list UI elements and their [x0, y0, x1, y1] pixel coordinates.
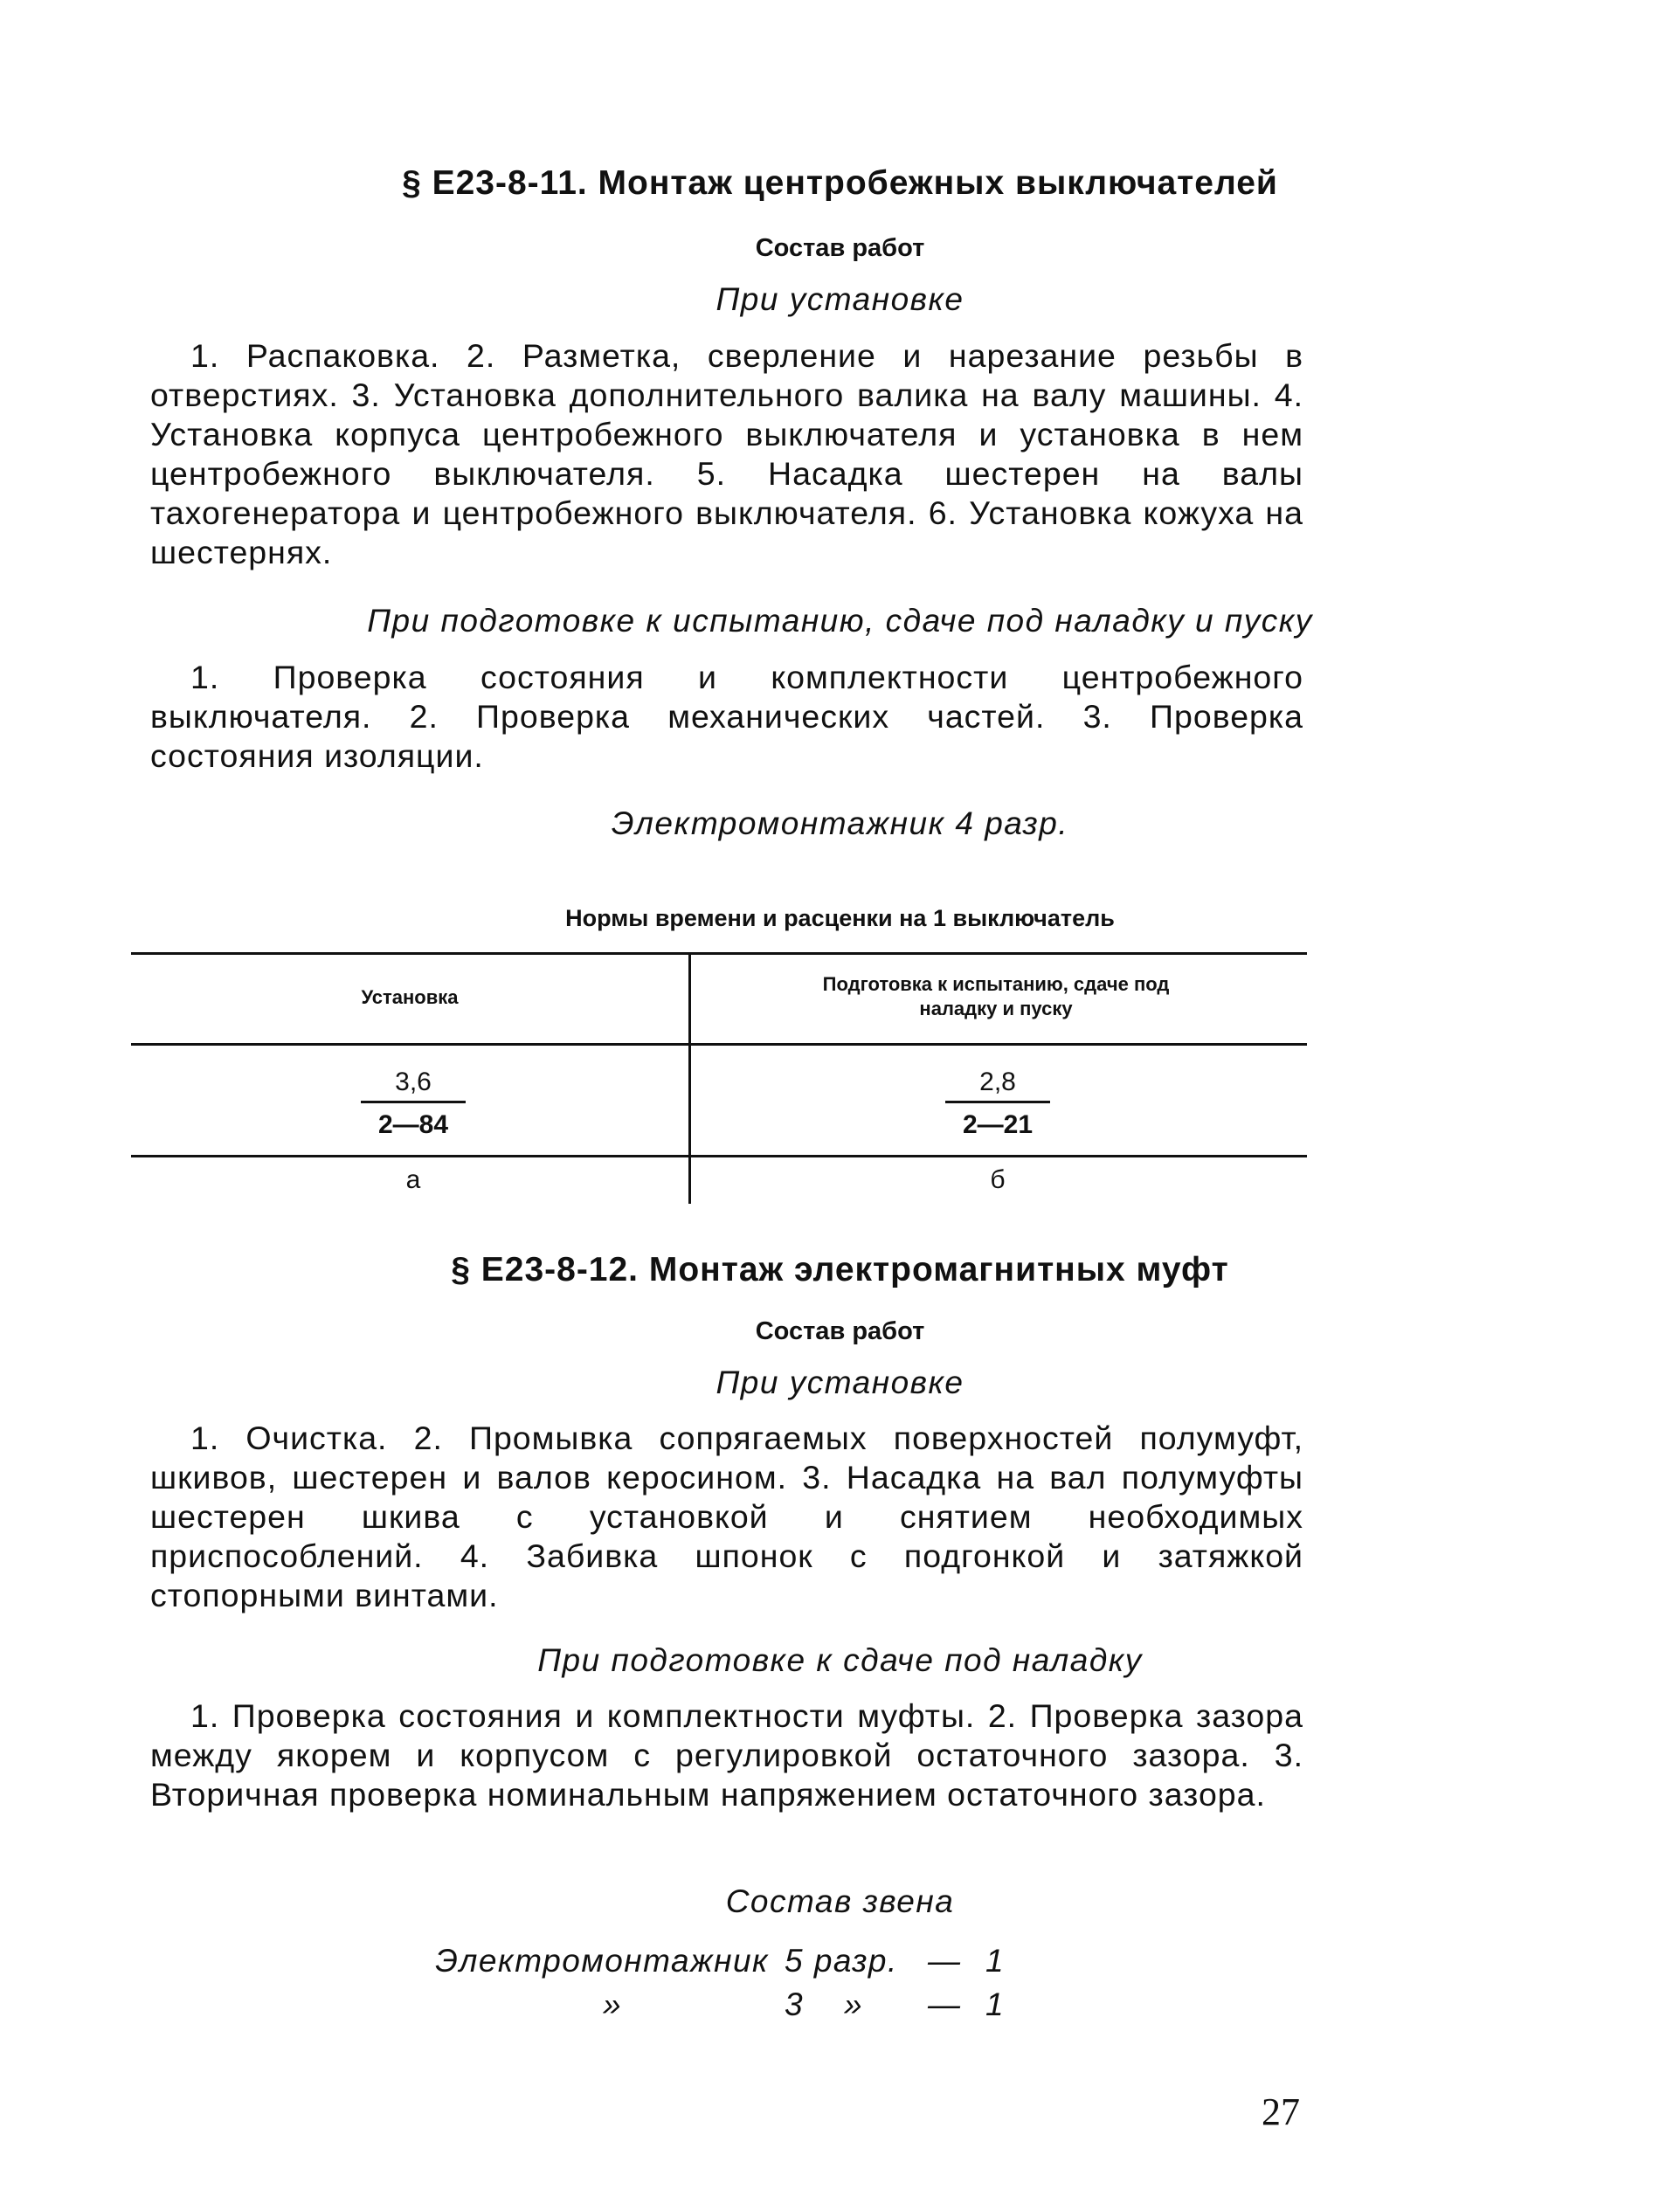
crew-count-2: 1 — [985, 1986, 1006, 2022]
crew-grade-2: 3 — [785, 1986, 805, 2022]
table-header-rule — [131, 1043, 1307, 1046]
norm-value-a — [361, 1067, 466, 1140]
table-caption: Нормы времени и расценки на 1 выключатель — [565, 905, 1115, 931]
norm-value-b — [945, 1067, 1050, 1140]
column-label-a: а — [405, 1165, 421, 1194]
section-2-install-heading: При установке — [716, 1364, 964, 1400]
section-2-prep-heading: При подготовке к сдаче под наладку — [537, 1642, 1143, 1678]
norm-time-a: 3,6 — [361, 1067, 466, 1103]
table-column-divider — [688, 952, 691, 1204]
section-1-install-text-body: 1. Распаковка. 2. Разметка, сверление и нарезание резьбы в отверстиях. 3. Установка дополнительного валика на валу машины. 4. Установка корпуса центробежного выключателя и установка в нем центробежного выключателя. 5. Насадка шестерен на валы тахогенератора и центробежного выключателя. 6. Установка кожуха на шестернях. — [150, 337, 1303, 570]
crew-dash-1: — — [928, 1943, 962, 1979]
section-2-install-text-body: 1. Очистка. 2. Промывка сопрягаемых поверхностей полумуфт, шкивов, шестерен и валов керосином. 3. Насадка на вал полумуфты шестерен шкива с установкой и снятием необходимых приспособлений. 4. Забивка шпонок с подгонкой и затяжкой стопорными винтами. — [150, 1420, 1303, 1613]
table-top-rule — [131, 952, 1307, 955]
rate-a: 2—84 — [377, 1110, 449, 1139]
worker-grade: Электромонтажник 4 разр. — [611, 805, 1069, 841]
table-header-install: Установка — [361, 986, 459, 1008]
page-number: 27 — [1262, 2090, 1300, 2133]
section-2-title: § Е23-8-12. Монтаж электромагнитных муфт — [451, 1251, 1229, 1288]
section-2-install-text — [150, 1419, 1303, 1615]
table-header-prep: Подготовка к испытанию, сдаче под наладку и пуску — [822, 973, 1170, 1019]
section-2-prep-text — [150, 1696, 1303, 1814]
section-2-composition-heading: Состав работ — [755, 1317, 925, 1345]
table-bottom-rule — [131, 1155, 1307, 1157]
norm-time-b: 2,8 — [945, 1067, 1050, 1103]
section-1-title: § Е23-8-11. Монтаж центробежных выключателей — [402, 164, 1278, 202]
section-2-prep-text-body: 1. Проверка состояния и комплектности муфты. 2. Проверка зазора между якорем и корпусом с регулировкой остаточного зазора. 3. Вторичная проверка номинальным напряжением остаточного зазора. — [150, 1697, 1303, 1813]
crew-grade-1: 5 разр. — [785, 1943, 898, 1979]
section-1-composition-heading: Состав работ — [755, 234, 925, 262]
crew-role-2: » — [603, 1986, 623, 2022]
crew-grade-suffix-2: » — [844, 1986, 864, 2022]
column-label-b: б — [990, 1165, 1006, 1194]
rate-b: 2—21 — [962, 1110, 1034, 1139]
crew-dash-2: — — [928, 1986, 962, 2022]
section-1-install-text — [150, 336, 1303, 572]
section-1-prep-text — [150, 658, 1303, 776]
section-1-install-heading: При установке — [716, 281, 964, 317]
crew-count-1: 1 — [985, 1943, 1006, 1979]
section-1-prep-heading: При подготовке к испытанию, сдаче под наладку и пуску — [367, 603, 1313, 639]
crew-heading: Состав звена — [725, 1883, 955, 1919]
section-1-prep-text-body: 1. Проверка состояния и комплектности центробежного выключателя. 2. Проверка механических частей. 3. Проверка состояния изоляции. — [150, 659, 1303, 774]
crew-role-1: Электромонтажник — [435, 1943, 769, 1979]
